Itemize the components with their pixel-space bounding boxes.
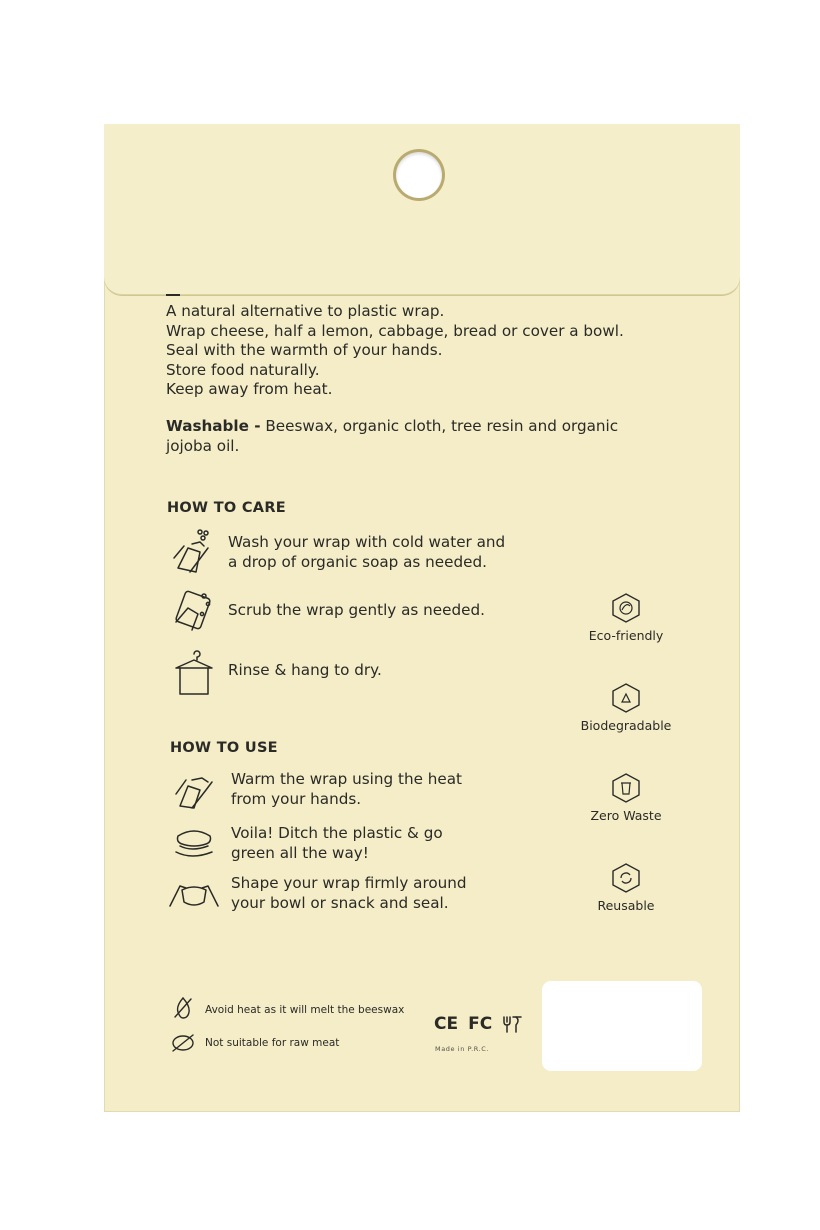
care-step-3-line-1: Rinse & hang to dry. <box>228 661 382 679</box>
badge-biodegradable <box>571 682 681 733</box>
care-step-1-line-1: Wash your wrap with cold water and <box>228 533 506 551</box>
packaging-card <box>104 124 740 1112</box>
use-step-3-line-2: your bowl or snack and seal. <box>231 894 449 912</box>
use-heading: HOW TO USE <box>170 740 278 756</box>
care-step-3 <box>228 660 382 680</box>
warm-hands-icon <box>172 768 216 812</box>
use-step-1-line-2: from your hands. <box>231 790 362 808</box>
intro-line: Keep away from heat. <box>166 380 333 398</box>
use-step-3-line-1: Shape your wrap firmly around <box>231 874 467 892</box>
reuse-hexagon-icon <box>611 862 641 894</box>
envelope-flap <box>104 124 740 295</box>
use-step-2 <box>231 823 443 863</box>
shape-wrap-icon <box>168 876 220 912</box>
intro-text <box>166 302 624 400</box>
use-step-2-line-1: Voila! Ditch the plastic & go <box>231 824 443 842</box>
intro-line: A natural alternative to plastic wrap. <box>166 302 445 320</box>
care-step-1 <box>228 532 505 572</box>
made-in-text: Made in P.R.C. <box>435 1045 490 1053</box>
bin-hexagon-icon <box>611 772 641 804</box>
intro-line: Seal with the warmth of your hands. <box>166 341 443 359</box>
use-step-1 <box>231 769 462 809</box>
badge-eco-friendly <box>571 592 681 643</box>
use-step-1-line-1: Warm the wrap using the heat <box>231 770 462 788</box>
materials-text <box>166 416 626 456</box>
care-heading: HOW TO CARE <box>167 500 287 516</box>
care-step-2 <box>228 600 485 620</box>
recycle-hexagon-icon <box>611 682 641 714</box>
washable-label: Washable - <box>166 417 261 435</box>
divider-dash <box>166 294 180 296</box>
care-step-2-line-1: Scrub the wrap gently as needed. <box>228 601 485 619</box>
wash-hands-icon <box>170 528 214 576</box>
badge-label: Biodegradable <box>580 718 672 733</box>
intro-line: Wrap cheese, half a lemon, cabbage, bread or cover a bowl. <box>166 321 624 340</box>
hanger-icon <box>174 648 214 698</box>
use-step-3 <box>231 873 467 913</box>
care-step-1-line-2: a drop of organic soap as needed. <box>228 553 487 571</box>
hang-hole <box>396 152 442 198</box>
blank-label-sticker <box>542 981 702 1071</box>
badge-zero-waste <box>571 772 681 823</box>
warning-raw-meat: Not suitable for raw meat <box>205 1037 340 1049</box>
wrapped-bowl-icon <box>172 826 216 862</box>
ce-mark: CE <box>434 1014 459 1034</box>
materials-list: Beeswax, organic cloth, tree resin and organic jojoba oil. <box>166 417 619 455</box>
no-raw-meat-icon <box>170 1032 196 1054</box>
intro-line: Store food naturally. <box>166 360 320 379</box>
badge-label: Reusable <box>597 898 655 913</box>
no-heat-icon <box>172 996 194 1020</box>
badge-label: Eco-friendly <box>588 628 664 643</box>
leaf-hexagon-icon <box>611 592 641 624</box>
scrub-icon <box>172 588 216 636</box>
warning-heat: Avoid heat as it will melt the beeswax <box>205 1004 405 1016</box>
badge-label: Zero Waste <box>590 808 662 823</box>
fc-mark: FC <box>468 1014 493 1034</box>
certification-marks <box>434 1014 522 1034</box>
food-safe-icon <box>502 1014 522 1034</box>
use-step-2-line-2: green all the way! <box>231 844 369 862</box>
badge-reusable <box>571 862 681 913</box>
